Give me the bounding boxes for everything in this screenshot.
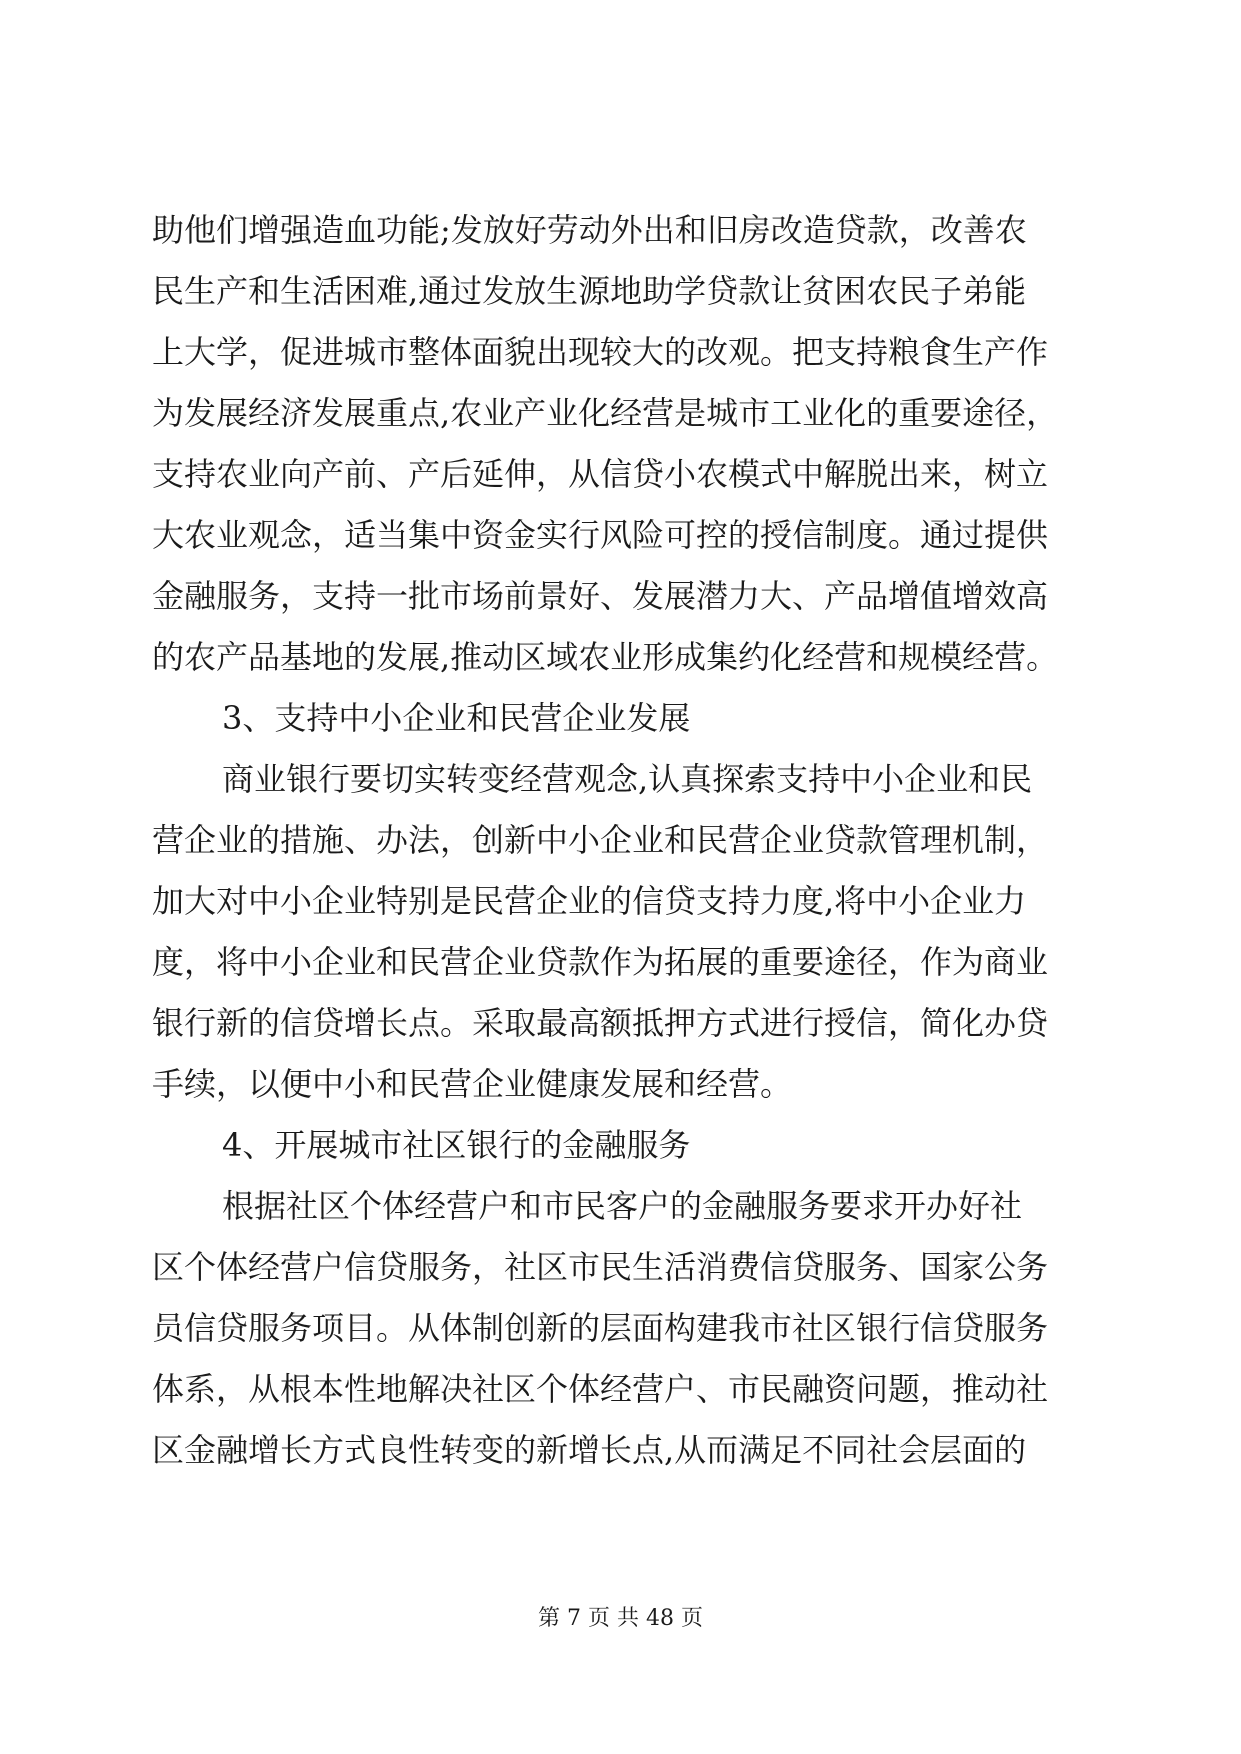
text-line-7: 金融服务，支持一批市场前景好、发展潜力大、产品增值增效高 [152,577,1049,615]
text-line-1: 助他们增强造血功能;发放好劳动外出和旧房改造贷款，改善农 [152,211,1027,249]
section-heading-3: 3、支持中小企业和民营企业发展 [222,699,691,737]
text-line-12: 加大对中小企业特别是民营企业的信贷支持力度,将中小企业力 [152,882,1027,920]
page-number: 第 7 页 共 48 页 [538,1606,703,1631]
text-line-8: 的农产品基地的发展,推动区域农业形成集约化经营和规模经营。 [152,638,1059,676]
text-line-10: 商业银行要切实转变经营观念,认真探索支持中小企业和民 [222,760,1033,798]
text-line-14: 银行新的信贷增长点。采取最高额抵押方式进行授信，简化办贷 [152,1004,1049,1042]
text-line-2: 民生产和生活困难,通过发放生源地助学贷款让贫困农民子弟能 [152,272,1027,310]
section-heading-4: 4、开展城市社区银行的金融服务 [222,1126,691,1164]
text-line-21: 区金融增长方式良性转变的新增长点,从而满足不同社会层面的 [152,1431,1027,1469]
text-line-13: 度，将中小企业和民营企业贷款作为拓展的重要途径，作为商业 [152,943,1049,981]
text-line-11: 营企业的措施、办法，创新中小企业和民营企业贷款管理机制， [152,821,1049,859]
text-line-20: 体系，从根本性地解决社区个体经营户、市民融资问题，推动社 [152,1370,1049,1408]
text-line-3: 上大学，促进城市整体面貌出现较大的改观。把支持粮食生产作 [152,333,1049,371]
text-line-17: 根据社区个体经营户和市民客户的金融服务要求开办好社 [222,1187,1023,1225]
text-line-4: 为发展经济发展重点,农业产业化经营是城市工业化的重要途径， [152,394,1059,432]
text-line-19: 员信贷服务项目。从体制创新的层面构建我市社区银行信贷服务 [152,1309,1049,1347]
text-line-5: 支持农业向产前、产后延伸，从信贷小农模式中解脱出来，树立 [152,455,1049,493]
text-line-18: 区个体经营户信贷服务，社区市民生活消费信贷服务、国家公务 [152,1248,1049,1286]
text-line-15: 手续，以便中小和民营企业健康发展和经营。 [152,1065,793,1103]
text-line-6: 大农业观念，适当集中资金实行风险可控的授信制度。通过提供 [152,516,1049,554]
